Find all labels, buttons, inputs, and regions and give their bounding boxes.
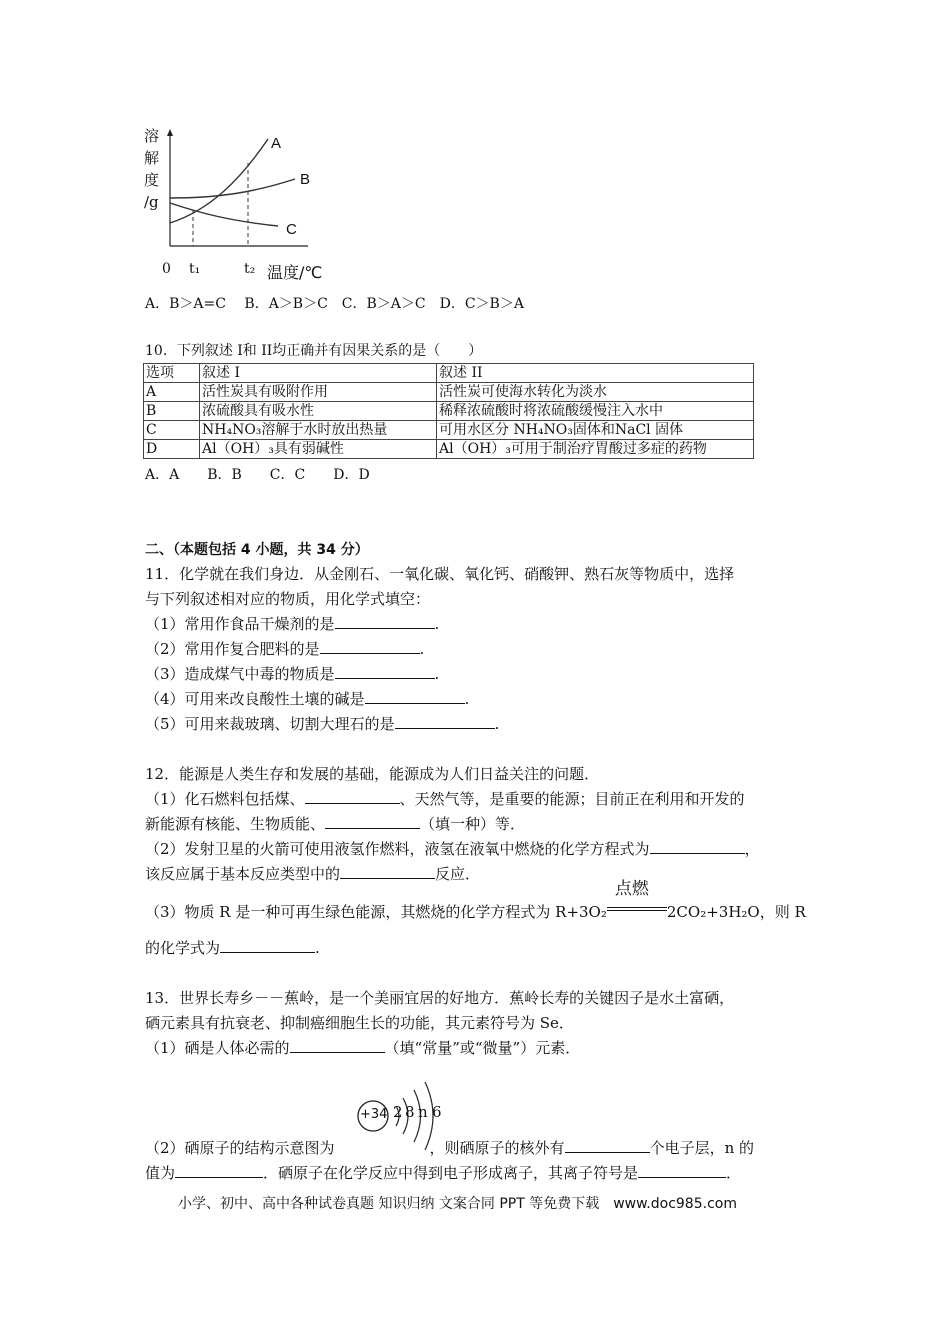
answer-blank[interactable] [365,689,465,704]
item-end: . [464,690,470,708]
xlabel: 温度/℃ [267,263,323,282]
text: 该反应属于基本反应类型中的 [145,865,341,883]
table-cell: 可用水区分 NH₄NO₃固体和NaCl 固体 [437,421,754,440]
item-end: . [494,715,500,733]
table-cell: C [144,421,200,440]
item-text: （5）可用来裁玻璃、切割大理石的是 [145,715,395,733]
curve-label-a: A [271,135,282,152]
table-cell: 浓硫酸具有吸水性 [200,402,437,421]
text: （2）硒原子的结构示意图为 [145,1139,335,1157]
item-text: （3）造成煤气中毒的物质是 [145,665,335,683]
text: （填一种）等． [420,815,526,833]
text: 新能源有核能、生物质能、 [145,815,326,833]
table-row [144,383,754,402]
q11-stem: 与下列叙述相对应的物质，用化学式填空： [145,590,431,608]
solubility-graph [140,125,340,285]
text: 、天然气等，是重要的能源；目前正在利用和开发的 [399,790,745,808]
answer-blank[interactable] [638,1163,726,1178]
q12-stem: 12．能源是人类生存和发展的基础，能源成为人们日益关注的问题． [145,765,600,783]
table-cell: D [144,440,200,459]
table-cell: B [144,402,200,421]
q12-part2 [145,839,760,859]
text: 的化学式为 [145,939,221,957]
text: ，则硒原子的核外有 [429,1139,565,1157]
table-row [144,402,754,421]
q11-item [145,664,439,684]
table-cell: NH₄NO₃溶解于水时放出热量 [200,421,437,440]
section-heading: 二、（本题包括 4 小题，共 34 分） [145,542,369,558]
shell-electrons: n [418,1103,428,1121]
q11-item [145,689,469,709]
curve-a [170,139,268,223]
q9-options: A．B＞A=C B．A＞B＞C C．B＞A＞C D．C＞B＞A [145,296,524,312]
ylabel-char: 度 [144,171,160,189]
answer-blank[interactable] [565,1138,650,1153]
q11-item [145,614,439,634]
q12-part3-cont [145,938,320,958]
table-header-row [144,364,754,383]
answer-blank[interactable] [650,839,745,854]
curve-c [170,203,278,226]
text: 个电子层，n 的 [649,1139,754,1157]
table-row [144,421,754,440]
answer-blank[interactable] [220,938,315,953]
text: 反应． [435,865,481,883]
page-footer: 小学、初中、高中各种试卷真题 知识归纳 文案合同 PPT 等免费下载 www.doc985.com [178,1196,737,1212]
y-axis-arrow [167,129,173,136]
text: （1）硒是人体必需的 [145,1039,290,1057]
table-cell: 稀释浓硫酸时将浓硫酸缓慢注入水中 [437,402,754,421]
q12-part2-cont [145,864,480,884]
text: 值为 [145,1164,176,1182]
text: ， [744,840,760,858]
table-header: 叙述 II [437,364,754,383]
text: ． [726,1164,742,1182]
text: （3）物质 R 是一种可再生绿色能源，其燃烧的化学方程式为 R+3O₂ [145,903,607,921]
q13-part2 [145,1138,754,1158]
answer-blank[interactable] [320,639,420,654]
q10-table [143,363,754,459]
q11-stem: 11．化学就在我们身边．从金刚石、一氧化碳、氧化钙、硝酸钾、熟石灰等物质中，选择 [145,565,735,583]
item-text: （2）常用作复合肥料的是 [145,640,320,658]
table-header: 选项 [144,364,200,383]
reaction-condition: 点燃 [614,879,649,899]
q12-part1 [145,789,745,809]
nucleus-charge: +34 [360,1107,388,1122]
answer-blank[interactable] [325,814,420,829]
text: （2）发射卫星的火箭可使用液氢作燃料，液氢在液氧中燃烧的化学方程式为 [145,840,650,858]
item-text: （4）可用来改良酸性土壤的碱是 [145,690,365,708]
table-cell: A [144,383,200,402]
text: . [315,939,320,957]
answer-blank[interactable] [290,1038,385,1053]
answer-blank[interactable] [395,714,495,729]
table-cell: Al（OH）₃可用于制治疗胃酸过多症的药物 [437,440,754,459]
q12-part1-cont [145,814,525,834]
shell-electrons: 8 [405,1103,415,1121]
q13-stem: 硒元素具有抗衰老、抑制癌细胞生长的功能，其元素符号为 Se． [145,1014,574,1032]
answer-blank[interactable] [175,1163,263,1178]
answer-blank[interactable] [340,864,435,879]
shell-electrons: 2 [393,1103,403,1121]
item-text: （1）常用作食品干燥剂的是 [145,615,335,633]
item-end: . [434,665,440,683]
q13-part1 [145,1038,580,1058]
q10-options: A．A B．B C．C D．D [145,467,370,483]
text: （1）化石燃料包括煤、 [145,790,305,808]
ylabel-char: /g [144,193,159,211]
q13-stem: 13．世界长寿乡－－蕉岭，是一个美丽宜居的好地方．蕉岭长寿的关键因子是水土富硒， [145,989,735,1007]
reaction-arrow [607,879,667,917]
q10-stem: 10．下列叙述 I和 II均正确并有因果关系的是（ ） [145,343,483,359]
text: ．硒原子在化学反应中得到电子形成离子，其离子符号是 [263,1164,639,1182]
table-cell: 活性炭可使海水转化为淡水 [437,383,754,402]
q12-part3 [145,879,806,922]
equals-line [607,907,667,908]
equals-line [607,910,667,911]
q11-item [145,714,499,734]
t1-label: t₁ [189,261,201,277]
item-end: . [434,615,440,633]
table-header: 叙述 I [200,364,437,383]
table-cell: Al（OH）₃具有弱碱性 [200,440,437,459]
curve-label-c: C [286,221,297,238]
shell-electrons: 6 [432,1103,442,1121]
curve-b [170,179,295,198]
text: （填“常量”或“微量”）元素． [384,1039,581,1057]
curve-label-b: B [300,171,311,188]
t2-label: t₂ [244,261,256,277]
text: 2CO₂+3H₂O，则 R [666,903,806,921]
q11-item [145,639,424,659]
ylabel-char: 解 [144,149,160,167]
origin-label: 0 [162,261,171,277]
answer-blank[interactable] [335,664,435,679]
table-row [144,440,754,459]
item-end: . [419,640,425,658]
answer-blank[interactable] [305,789,400,804]
table-cell: 活性炭具有吸附作用 [200,383,437,402]
ylabel-char: 溶 [144,127,160,145]
q13-part2-cont [145,1163,741,1183]
answer-blank[interactable] [335,614,435,629]
